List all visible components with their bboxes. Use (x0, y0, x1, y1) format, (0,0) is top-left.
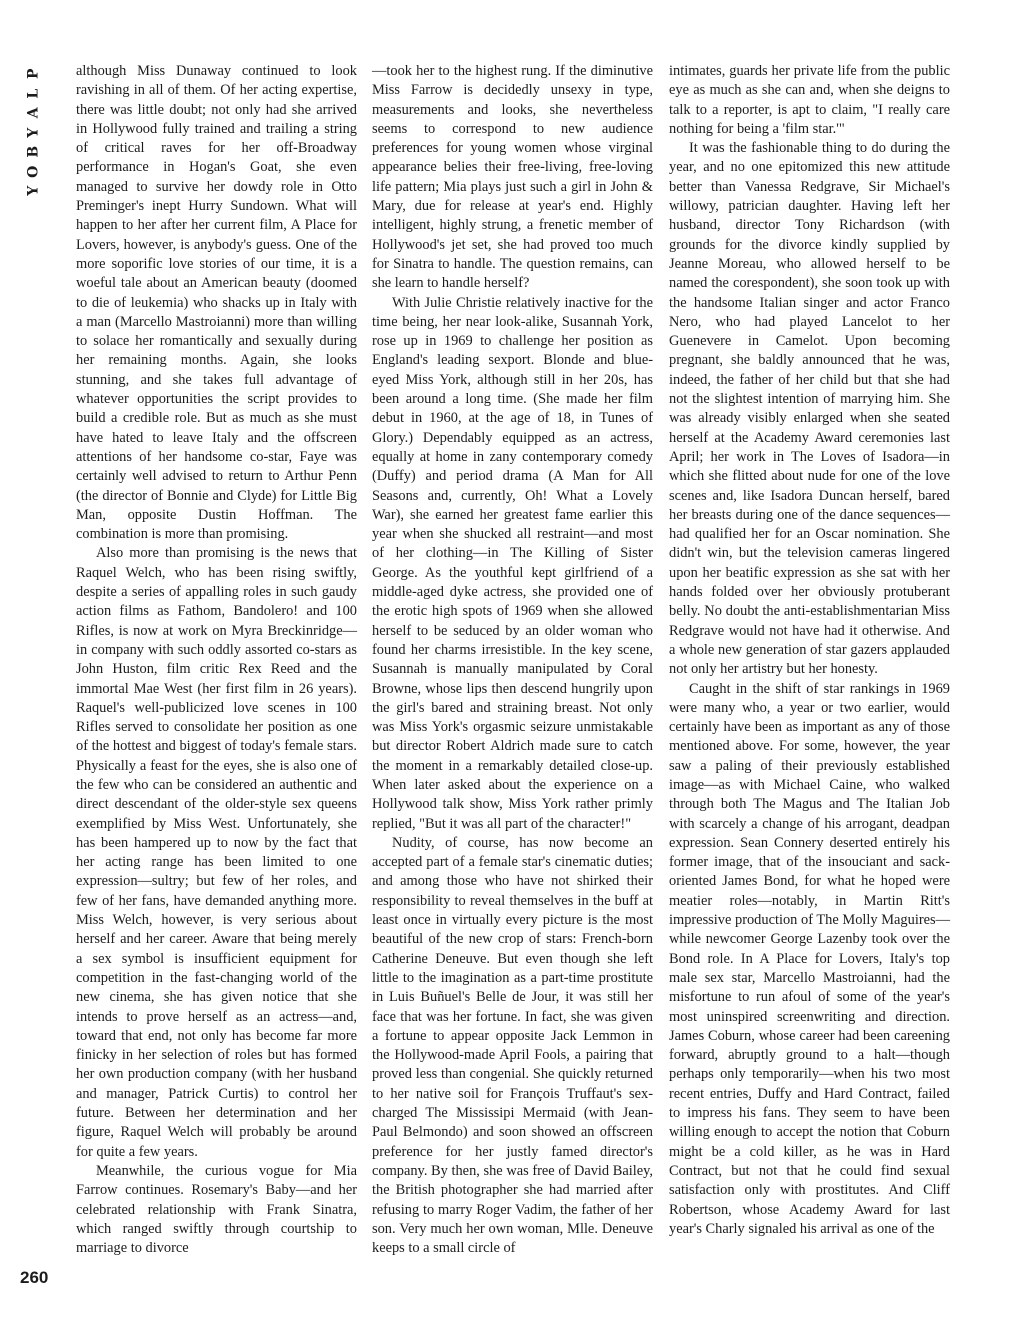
article-column-1 (76, 62, 357, 1258)
paragraph: Meanwhile, the curious vogue for Mia Farrow continues. Rosemary's Baby—and her celebrated relationship with Frank Sinatra, which ranged swiftly through courtship to marriage to divorce (76, 1162, 357, 1257)
masthead-letter: L (25, 88, 42, 99)
masthead-letter: O (25, 165, 42, 178)
article-column-3 (669, 62, 950, 1239)
masthead-letter: Y (25, 127, 42, 138)
paragraph: intimates, guards her private life from the public eye as much as she can and, when she deigns to talk to a reporter, is apt to claim, "I really care nothing for being a 'film star.'" (669, 63, 950, 137)
paragraph: Also more than promising is the news that Raquel Welch, who has been rising swiftly, despite a series of appalling roles in such gaudy action films as Fathom, Bandolero! and 100 Rifles, is now at work on Myra Breckinridge—in company with such oddly assorted co-stars as John Huston, film critic Rex Reed and the immortal Mae West (her first film in 26 years). Raquel's well-publicized love scenes in 100 Rifles served to consolidate her position as one of the hottest and biggest of today's female stars. Physically a feast for the eyes, she is also one of the few who can be considered an authentic and direct descendant of the older-style sex queens exemplified by Miss West. Unfortunately, she has been hampered up to now by the fact that her acting range has been limited to one expression—sultry; but few of her roles, and few of her fans, have demanded anything more. Miss Welch, however, is very serious about herself and her career. Aware that being merely a sex symbol is insufficient equipment for competition in the fast-changing world of the new cinema, she has given notice that she intends to prove herself as an actress—and, toward that end, not only has become far more finicky in her selection of roles but has formed her own production company (with her husband and manager, Patrick Curtis) to control her future. Between her determination and her figure, Raquel Welch will probably be around for quite a few years. (76, 545, 357, 1160)
paragraph: With Julie Christie relatively inactive for the time being, her near look-alike, Susannah York, rose up in 1969 to challenge her position as England's leading sexport. Blonde and blue-eyed Miss York, although still in her 20s, has been around a long time. (She made her film debut in 1960, at the age of 18, in Tunes of Glory.) Dependably equipped as an actress, equally at home in zany contemporary comedy (Duffy) and period drama (A Man for All Seasons and, currently, Oh! What a Lovely War), she earned her greatest fame earlier this year when she shucked all restraint—and most of her clothing—in The Killing of Sister George. As the youthful kept girlfriend of a middle-aged dyke actress, she provided one of the erotic high spots of 1969 when she allowed herself to be seduced by an older woman who found her charms irresistible. In the key scene, Susannah is manually manipulated by Coral Browne, whose lips then descend hungrily upon the girl's bared and straining breast. Not only was Miss York's orgasmic seizure unmistakable but director Robert Aldrich made sure to catch the moment in a remarkably detailed close-up. When later asked about the experience on a Hollywood talk show, Miss York rather primly replied, "But it was all part of the character!" (372, 294, 653, 832)
masthead-letter: B (25, 145, 42, 158)
article-column-2 (372, 62, 653, 1258)
paragraph: Nudity, of course, has now become an accepted part of a female star's cinematic duties; and among those who have not shirked their responsibility to reveal themselves in the buff at least once in virtually every picture is the most beautiful of the new crop of stars: French-born Catherine Deneuve. But even though she left little to the imagination as a part-time prostitute in Luis Buñuel's Belle de Jour, it was still her face that was her fortune. In fact, she was given a fortune to appear opposite Jack Lemmon in the Hollywood-made April Fools, a pairing that proved less than congenial. She quickly returned to her native soil for François Truffaut's sex-charged The Mississipi Mermaid (with Jean-Paul Belmondo) and soon showed an offscreen preference for her justly famed director's company. By then, she was free of David Bailey, the British photographer she had married after refusing to marry Roger Vadim, the father of her son. Very much her own woman, Mlle. Deneuve keeps to a small circle of (372, 834, 653, 1257)
paragraph: Caught in the shift of star rankings in 1969 were many who, a year or two earlier, would certainly have been as important as any of those mentioned above. For some, however, the year saw a paling of their previously established image—as with Michael Caine, who walked through both The Magus and The Italian Job with scarcely a change of his arrogant, deadpan expression. Sean Connery deserted entirely his former image, that of the insouciant and sack-oriented James Bond, for what he hoped were meatier roles—notably, in Martin Ritt's impressive production of The Molly Maguires—while newcomer George Lazenby took over the Bond role. In A Place for Lovers, Italy's top male sex star, Marcello Mastroianni, had the misfortune to run afoul of some of the year's most uninspired screenwriting and direction. James Coburn, whose career had been careening forward, abruptly ground to a halt—though perhaps only temporarily—when his two most recent entries, Duffy and Hard Contract, failed to impress his fans. They seem to have been willing enough to accept the notion that Coburn might be a cold killer, as he was in Hard Contract, but not that he could find sexual satisfaction only with prostitutes. And Cliff Robertson, whose Academy Award for last year's Charly signaled his arrival as one of the (669, 680, 950, 1237)
paragraph: It was the fashionable thing to do during the year, and no one epitomized this new attitude better than Vanessa Redgrave, Sir Michael's willowy, patrician daughter. Having left her husband, director Tony Richardson (with grounds for the divorce kindly supplied by Jeanne Moreau, who allowed herself to be named the corespondent), she soon took up with the handsome Italian singer and actor Franco Nero, who had played Lancelot to her Guenevere in Camelot. Upon becoming pregnant, she baldly announced that he was, indeed, the father of her child but that she had not the slightest intention of marrying him. She was already visibly enlarged when she seated herself at the Academy Award ceremonies last April; her work in The Loves of Isadora—in which she flitted about nude for one of the love scenes and, like Isadora Duncan herself, bared her breasts during one of the dance sequences—had qualified her for an Oscar nomination. She didn't win, but the television cameras lingered upon her beatific expression as she sat with her hands folded over her obviously protuberant belly. No doubt the anti-establishmentarian Miss Redgrave would not have had it otherwise. And a whole new generation of star gazers applauded not only her artistry but her honesty. (669, 140, 950, 678)
paragraph: —took her to the highest rung. If the diminutive Miss Farrow is decidedly unsexy in type, measurements and looks, she nevertheless seems to correspond to new audience preferences for young women whose virginal appearance belies their free-living, free-loving life pattern; Mia plays just such a girl in John & Mary, due for release at year's end. Highly intelligent, highly strung, a frenetic member of Hollywood's jet set, she had proved too much for Sinatra to handle. The question remains, can she learn to handle herself? (372, 63, 653, 292)
page-number: 260 (20, 1268, 49, 1287)
masthead-letter: A (25, 107, 42, 119)
paragraph: although Miss Dunaway continued to look ravishing in all of them. Of her acting expertise, there was little doubt; not only had she arrived in Hollywood fully trained and trailing a string of critical raves for her off-Broadway performance in Hogan's Goat, she even managed to survive her dowdy role in Otto Preminger's inept Hurry Sundown. What will happen to her after her current film, A Place for Lovers, however, is anybody's guess. One of the more soporific love stories of our time, it is a woeful tale about an American beauty (doomed to die of leukemia) who shacks up in Italy with a man (Marcello Mastroianni) more than willing to solace her romantically and sexually during her remaining months. Again, she looks stunning, and she takes full advantage of whatever opportunities the script provides to build a credible role. But as much as she must have hated to leave Italy and the offscreen attentions of her handsome co-star, Faye was certainly well advised to return to Arthur Penn (the director of Bonnie and Clyde) for Little Big Man, opposite Dustin Hoffman. The combination is more than promising. (76, 63, 357, 543)
playboy-masthead (27, 64, 41, 201)
masthead-letter: Y (25, 185, 42, 196)
masthead-letter: P (25, 68, 42, 80)
